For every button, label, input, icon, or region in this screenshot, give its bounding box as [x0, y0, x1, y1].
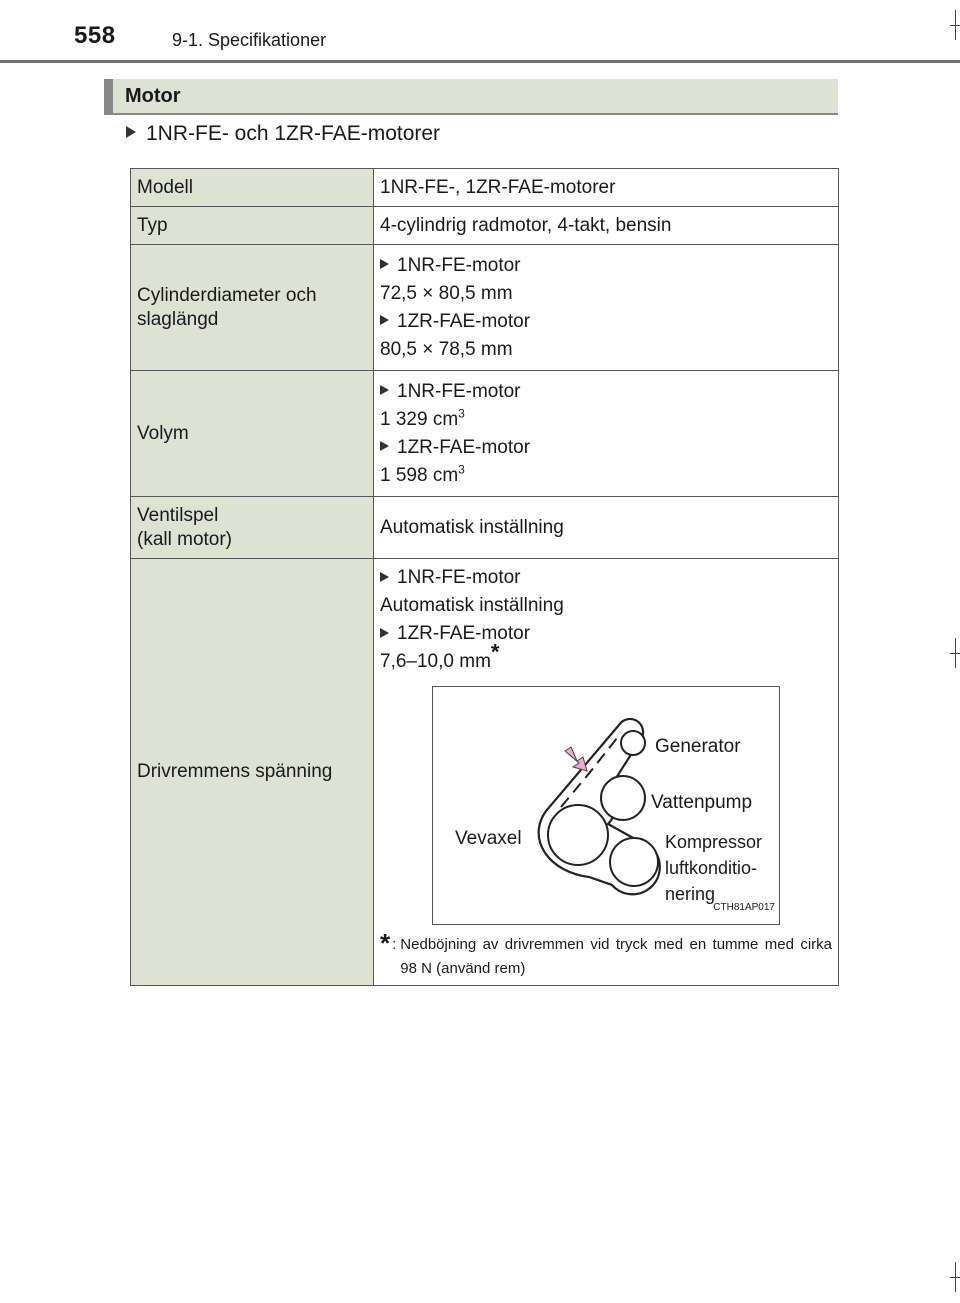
triangle-bullet-icon — [380, 385, 389, 395]
label-generator: Generator — [655, 736, 741, 757]
row-label-bore: Cylinderdiameter och slaglängd — [131, 245, 374, 371]
bore-value-1: 72,5 × 80,5 mm — [380, 282, 513, 304]
row-label-valve: Ventilspel (kall motor) — [131, 497, 374, 559]
crop-mark-top — [945, 10, 960, 40]
engine-variant: 1NR-FE-motor — [380, 378, 832, 406]
label-water-pump: Vattenpump — [651, 792, 753, 813]
page-number: 558 — [74, 22, 116, 49]
engine-variant: 1NR-FE-motor — [380, 564, 832, 592]
table-row — [131, 207, 839, 245]
footnote-colon: : — [392, 936, 397, 953]
section-heading — [104, 79, 838, 113]
row-label-model: Modell — [131, 169, 374, 207]
triangle-bullet-icon — [126, 126, 136, 138]
footnote-text: Nedböjning av drivremmen vid tryck med en tumme med cirka 98 N (använd rem) — [400, 936, 832, 977]
row-value-valve: Automatisk inställning — [374, 497, 839, 559]
bore-value-2: 80,5 × 78,5 mm — [380, 338, 513, 360]
footnote — [380, 928, 832, 985]
section-title: Motor — [125, 85, 181, 107]
row-label-volume: Volym — [131, 371, 374, 497]
row-value-model: 1NR-FE-, 1ZR-FAE-motorer — [374, 169, 839, 207]
section-rule — [104, 113, 838, 115]
triangle-bullet-icon — [380, 572, 389, 582]
row-label-belt: Drivremmens spänning — [131, 559, 374, 986]
crop-mark-middle — [945, 638, 960, 668]
row-value-bore — [374, 245, 839, 371]
table-row — [131, 245, 839, 371]
engine-variant: 1ZR-FAE-motor — [380, 308, 832, 336]
table-row — [131, 497, 839, 559]
belt-value-2: 7,6–10,0 mm* — [380, 639, 500, 672]
subheading-text: 1NR-FE- och 1ZR-FAE-motorer — [146, 122, 441, 145]
table-row — [131, 169, 839, 207]
generator-pulley — [621, 731, 645, 755]
row-value-volume — [374, 371, 839, 497]
row-value-belt — [374, 559, 839, 986]
triangle-bullet-icon — [380, 441, 389, 451]
triangle-bullet-icon — [380, 628, 389, 638]
triangle-bullet-icon — [380, 315, 389, 325]
volume-value-1: 1 329 $cm^3$ — [380, 406, 465, 430]
water-pump-pulley — [601, 776, 645, 820]
press-arrow-icon — [565, 747, 587, 771]
footnote-star: * — [380, 928, 391, 958]
belt-value-1: Automatisk inställning — [380, 595, 564, 616]
volume-value-2: 1 598 $cm^3$ — [380, 462, 465, 486]
subheading — [126, 122, 440, 146]
row-value-type: 4-cylindrig radmotor, 4-takt, bensin — [374, 207, 839, 245]
triangle-bullet-icon — [380, 259, 389, 269]
engine-variant: 1ZR-FAE-motor — [380, 434, 832, 462]
label-crankshaft: Vevaxel — [455, 828, 522, 849]
compressor-pulley — [610, 838, 658, 886]
chapter-title: 9-1. Specifikationer — [172, 30, 327, 50]
engine-variant: 1ZR-FAE-motor — [380, 620, 832, 648]
crop-mark-bottom — [945, 1262, 960, 1292]
crankshaft-pulley — [548, 805, 608, 865]
table-row — [131, 559, 839, 986]
row-label-type: Typ — [131, 207, 374, 245]
spec-table — [130, 168, 839, 986]
table-row — [131, 371, 839, 497]
engine-variant: 1NR-FE-motor — [380, 252, 832, 280]
header-rule — [0, 60, 960, 63]
label-compressor: Kompressor luftkonditio- nering — [665, 832, 763, 904]
figure-code: CTH81AP017 — [713, 902, 775, 913]
belt-diagram — [432, 686, 780, 925]
